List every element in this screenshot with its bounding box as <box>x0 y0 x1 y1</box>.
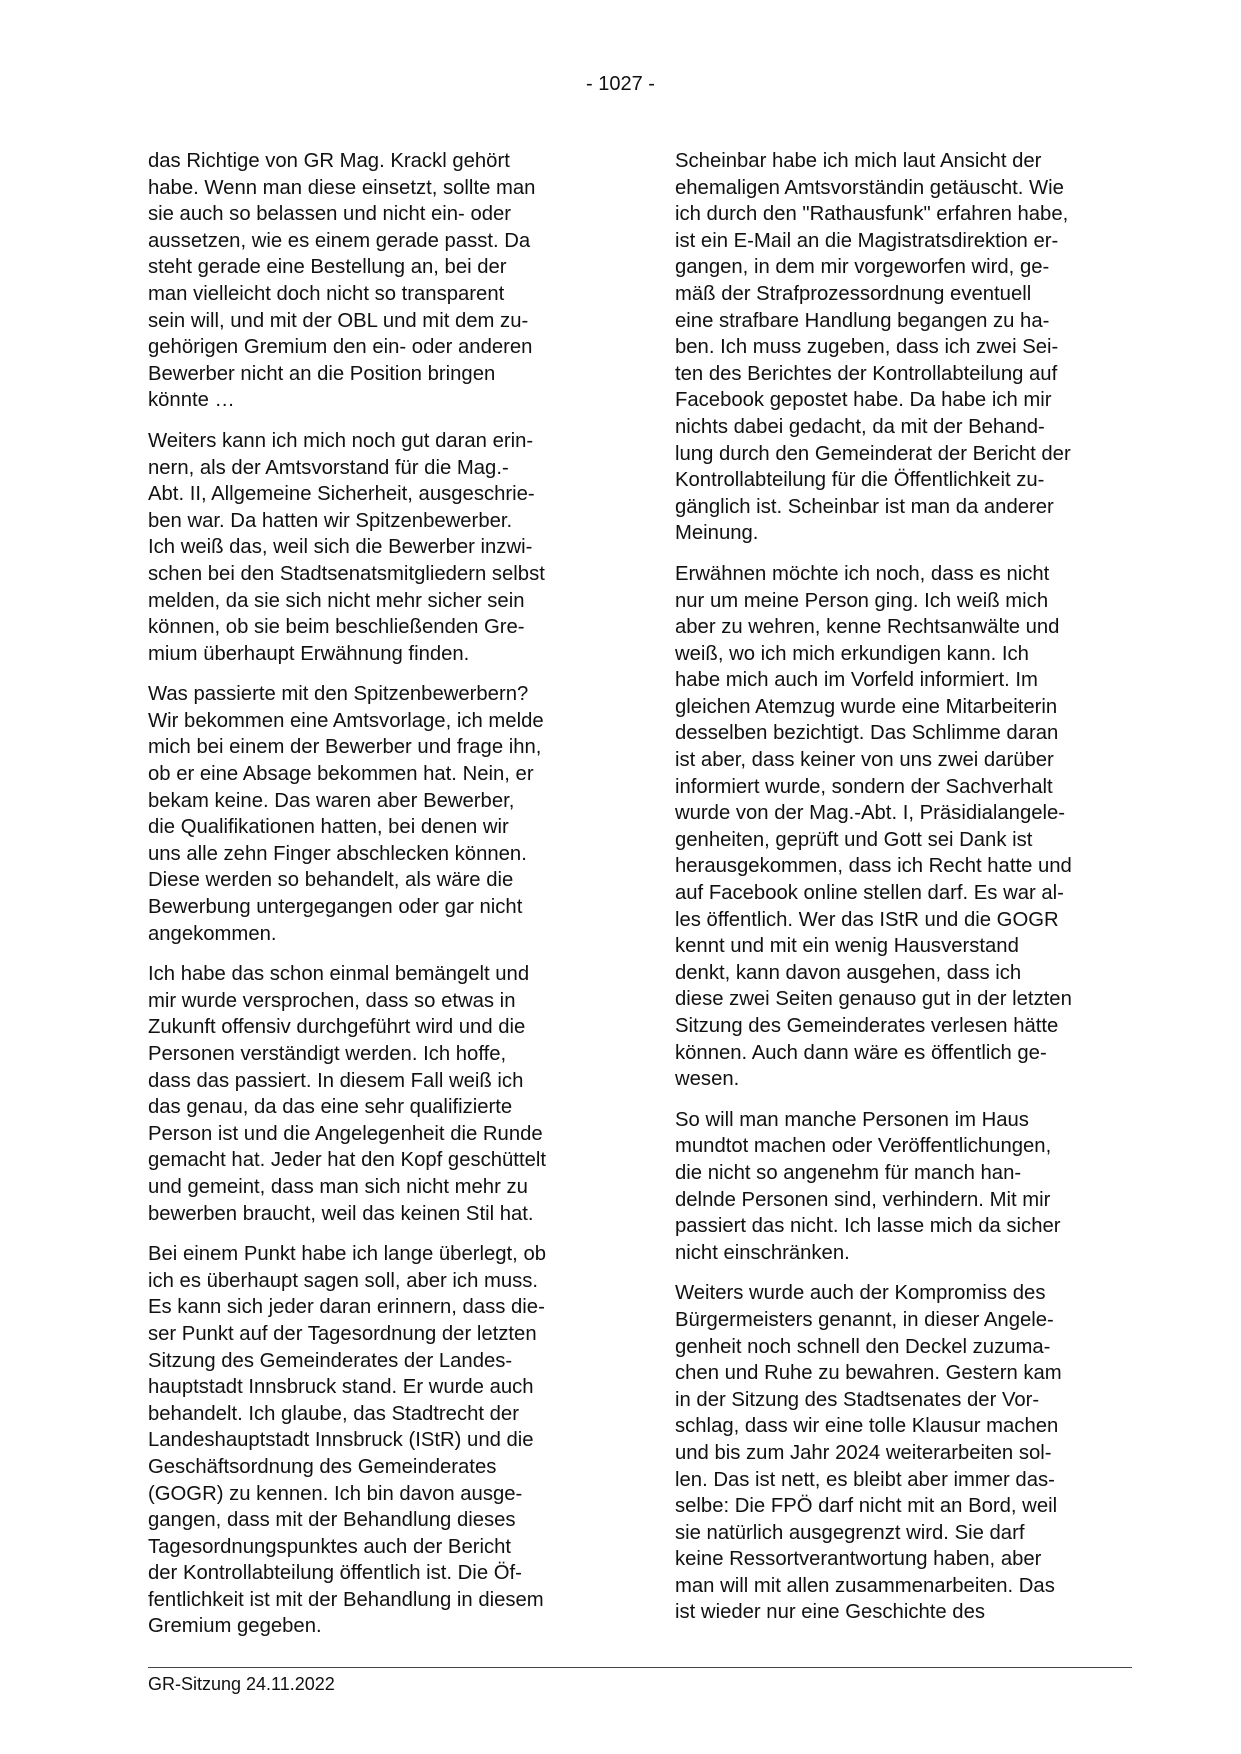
text-line: kennt und mit ein wenig Hausverstand <box>675 935 1019 958</box>
text-line: in der Sitzung des Stadtsenates der Vor- <box>675 1388 1040 1411</box>
text-line: Wir bekommen eine Amtsvorlage, ich melde <box>148 709 544 732</box>
text-line: Sitzung des Gemeinderates der Landes- <box>148 1349 513 1372</box>
text-line: Geschäftsordnung des Gemeinderates <box>148 1455 497 1478</box>
text-line: Bei einem Punkt habe ich lange überlegt, ob <box>148 1243 547 1266</box>
text-line: nur um meine Person ging. Ich weiß mich <box>675 589 1049 612</box>
text-line: und gemeint, dass man sich nicht mehr zu <box>148 1175 528 1198</box>
text-line: ben. Ich muss zugeben, dass ich zwei Sei- <box>675 336 1059 359</box>
text-line: die Qualifikationen hatten, bei denen wir <box>148 816 509 839</box>
text-line: wurde von der Mag.-Abt. I, Präsidialangele- <box>675 802 1066 825</box>
paragraph <box>675 1280 1123 1626</box>
text-line: Sitzung des Gemeinderates verlesen hätte <box>675 1015 1059 1037</box>
text-line: mich bei einem der Bewerber und frage ihn, <box>148 736 542 759</box>
text-line: aussetzen, wie es einem gerade passt. Da <box>148 229 531 252</box>
text-line: passiert das nicht. Ich lasse mich da sicher <box>675 1215 1061 1238</box>
text-line: gangen, dass mit der Behandlung dieses <box>148 1509 516 1532</box>
text-line: das Richtige von GR Mag. Krackl gehört <box>148 150 510 172</box>
text-line: Bewerbung untergegangen oder gar nicht <box>148 896 523 919</box>
text-line: Ich weiß das, weil sich die Bewerber inzwi- <box>148 536 533 559</box>
text-line: (GOGR) zu kennen. Ich bin davon ausge- <box>148 1482 523 1505</box>
text-line: steht gerade eine Bestellung an, bei der <box>148 256 507 279</box>
left-text-column <box>148 148 596 1654</box>
text-line: Bewerber nicht an die Position bringen <box>148 362 496 385</box>
text-line: Landeshauptstadt Innsbruck (IStR) und die <box>148 1429 534 1452</box>
paragraph <box>148 428 596 667</box>
text-line: mir wurde versprochen, dass so etwas in <box>148 989 516 1012</box>
text-line: Weiters kann ich mich noch gut daran erin- <box>148 429 534 452</box>
text-line: aber zu wehren, kenne Rechtsanwälte und <box>675 616 1060 639</box>
text-line: bekam keine. Das waren aber Bewerber, <box>148 789 515 812</box>
text-line: angekommen. <box>148 922 277 945</box>
text-line: schlag, dass wir eine tolle Klausur machen <box>675 1415 1059 1438</box>
text-line: können. Auch dann wäre es öffentlich ge- <box>675 1041 1047 1064</box>
text-line: auf Facebook online stellen darf. Es war al- <box>675 882 1064 905</box>
text-line: len. Das ist nett, es bleibt aber immer das- <box>675 1468 1055 1491</box>
text-line: selbe: Die FPÖ darf nicht mit an Bord, weil <box>675 1495 1058 1518</box>
paragraph <box>675 561 1123 1093</box>
text-line: So will man manche Personen im Haus <box>675 1108 1029 1131</box>
text-line: gleichen Atemzug wurde eine Mitarbeiterin <box>675 695 1058 718</box>
text-line: ten des Berichtes der Kontrollabteilung auf <box>675 362 1058 385</box>
text-line: schen bei den Stadtsenatsmitgliedern selbst <box>148 562 545 585</box>
text-line: mundtot machen oder Veröffentlichungen, <box>675 1135 1052 1158</box>
text-line: ich es überhaupt sagen soll, aber ich muss. <box>148 1269 539 1292</box>
text-line: ist aber, dass keiner von uns zwei darüber <box>675 749 1054 772</box>
text-line: Abt. II, Allgemeine Sicherheit, ausgeschrie- <box>148 483 535 506</box>
text-line: keine Ressortverantwortung haben, aber <box>675 1548 1042 1571</box>
text-line: hauptstadt Innsbruck stand. Er wurde auch <box>148 1376 534 1399</box>
text-line: Personen verständigt werden. Ich hoffe, <box>148 1043 507 1065</box>
text-line: eine strafbare Handlung begangen zu ha- <box>675 309 1050 332</box>
text-line: herausgekommen, dass ich Recht hatte und <box>675 855 1072 878</box>
text-line: Erwähnen möchte ich noch, dass es nicht <box>675 562 1050 585</box>
text-line: genheit noch schnell den Deckel zuzuma- <box>675 1335 1051 1358</box>
text-line: behandelt. Ich glaube, das Stadtrecht der <box>148 1402 519 1425</box>
text-line: sie natürlich ausgegrenzt wird. Sie darf <box>675 1521 1025 1544</box>
text-line: man vielleicht doch nicht so transparent <box>148 282 505 305</box>
text-line: ehemaligen Amtsvorständin getäuscht. Wie <box>675 176 1064 199</box>
text-line: ist wieder nur eine Geschichte des <box>675 1601 986 1624</box>
text-line: nichts dabei gedacht, da mit der Behand- <box>675 415 1045 438</box>
text-line: desselben bezichtigt. Das Schlimme daran <box>675 722 1059 745</box>
paragraph <box>148 1241 596 1640</box>
text-line: bewerben braucht, weil das keinen Stil hat. <box>148 1202 534 1225</box>
text-line: Tagesordnungspunktes auch der Bericht <box>148 1535 512 1558</box>
text-line: Weiters wurde auch der Kompromiss des <box>675 1282 1046 1305</box>
text-line: Was passierte mit den Spitzenbewerbern? <box>148 683 529 706</box>
text-line: denkt, kann davon ausgehen, dass ich <box>675 961 1022 984</box>
page-number: - 1027 - <box>586 73 655 95</box>
text-line: mäß der Strafprozessordnung eventuell <box>675 282 1032 305</box>
text-line: fentlichkeit ist mit der Behandlung in diesem <box>148 1588 544 1611</box>
text-line: ser Punkt auf der Tagesordnung der letzten <box>148 1322 537 1345</box>
text-line: und bis zum Jahr 2024 weiterarbeiten sol- <box>675 1441 1052 1464</box>
right-text-column <box>675 148 1123 1640</box>
paragraph <box>148 961 596 1227</box>
text-line: die nicht so angenehm für manch han- <box>675 1161 1022 1184</box>
text-line: das genau, da das eine sehr qualifizierte <box>148 1096 513 1119</box>
text-line: sein will, und mit der OBL und mit dem zu- <box>148 309 529 332</box>
text-line: Person ist und die Angelegenheit die Runde <box>148 1122 543 1145</box>
text-line: mium überhaupt Erwähnung finden. <box>148 642 470 665</box>
text-line: Diese werden so behandelt, als wäre die <box>148 869 514 892</box>
text-line: informiert wurde, sondern der Sachverhalt <box>675 775 1053 798</box>
text-line: Scheinbar habe ich mich laut Ansicht der <box>675 150 1042 172</box>
text-line: Meinung. <box>675 522 759 545</box>
text-line: Facebook gepostet habe. Da habe ich mir <box>675 389 1052 412</box>
text-line: chen und Ruhe zu bewahren. Gestern kam <box>675 1362 1062 1385</box>
text-line: gehörigen Gremium den ein- oder anderen <box>148 336 533 359</box>
text-line: uns alle zehn Finger abschlecken können. <box>148 842 527 865</box>
text-line: Gremium gegeben. <box>148 1615 322 1638</box>
text-line: der Kontrollabteilung öffentlich ist. Die Öf- <box>148 1562 522 1585</box>
text-line: habe mich auch im Vorfeld informiert. Im <box>675 669 1038 692</box>
text-line: gemacht hat. Jeder hat den Kopf geschüttelt <box>148 1149 546 1172</box>
text-line: nern, als der Amtsvorstand für die Mag.- <box>148 456 509 479</box>
text-line: Zukunft offensiv durchgeführt wird und die <box>148 1016 526 1039</box>
text-line: Kontrollabteilung für die Öffentlichkeit zu- <box>675 469 1045 492</box>
text-line: ben war. Da hatten wir Spitzenbewerber. <box>148 509 513 532</box>
text-line: sie auch so belassen und nicht ein- oder <box>148 203 512 226</box>
text-line: ist ein E-Mail an die Magistratsdirektion er- <box>675 229 1059 252</box>
text-line: diese zwei Seiten genauso gut in der letzten <box>675 988 1072 1011</box>
text-line: können, ob sie beim beschließenden Gre- <box>148 616 525 639</box>
text-line: nicht einschränken. <box>675 1241 850 1264</box>
text-line: les öffentlich. Wer das IStR und die GOGR <box>675 908 1059 931</box>
text-line: man will mit allen zusammenarbeiten. Das <box>675 1574 1055 1597</box>
footer-session-date: GR-Sitzung 24.11.2022 <box>148 1674 335 1694</box>
paragraph <box>675 148 1123 547</box>
footer-divider <box>148 1667 1132 1668</box>
text-line: könnte … <box>148 389 235 412</box>
text-line: habe. Wenn man diese einsetzt, sollte man <box>148 176 536 199</box>
text-line: Bürgermeisters genannt, in dieser Angele- <box>675 1308 1054 1331</box>
text-line: Es kann sich jeder daran erinnern, dass die- <box>148 1296 545 1319</box>
paragraph <box>148 681 596 947</box>
text-line: dass das passiert. In diesem Fall weiß ich <box>148 1069 524 1092</box>
text-line: weiß, wo ich mich erkundigen kann. Ich <box>675 642 1029 665</box>
text-line: melden, da sie sich nicht mehr sicher sein <box>148 589 525 612</box>
text-line: ich durch den "Rathausfunk" erfahren habe, <box>675 203 1069 226</box>
text-line: delnde Personen sind, verhindern. Mit mir <box>675 1188 1051 1211</box>
paragraph <box>148 148 596 414</box>
text-line: ob er eine Absage bekommen hat. Nein, er <box>148 763 534 786</box>
text-line: lung durch den Gemeinderat der Bericht der <box>675 442 1071 465</box>
paragraph <box>675 1107 1123 1267</box>
text-line: Ich habe das schon einmal bemängelt und <box>148 963 530 986</box>
text-line: gangen, in dem mir vorgeworfen wird, ge- <box>675 256 1050 279</box>
text-line: wesen. <box>675 1068 740 1091</box>
text-line: gänglich ist. Scheinbar ist man da anderer <box>675 495 1054 518</box>
text-line: genheiten, geprüft und Gott sei Dank ist <box>675 828 1033 851</box>
